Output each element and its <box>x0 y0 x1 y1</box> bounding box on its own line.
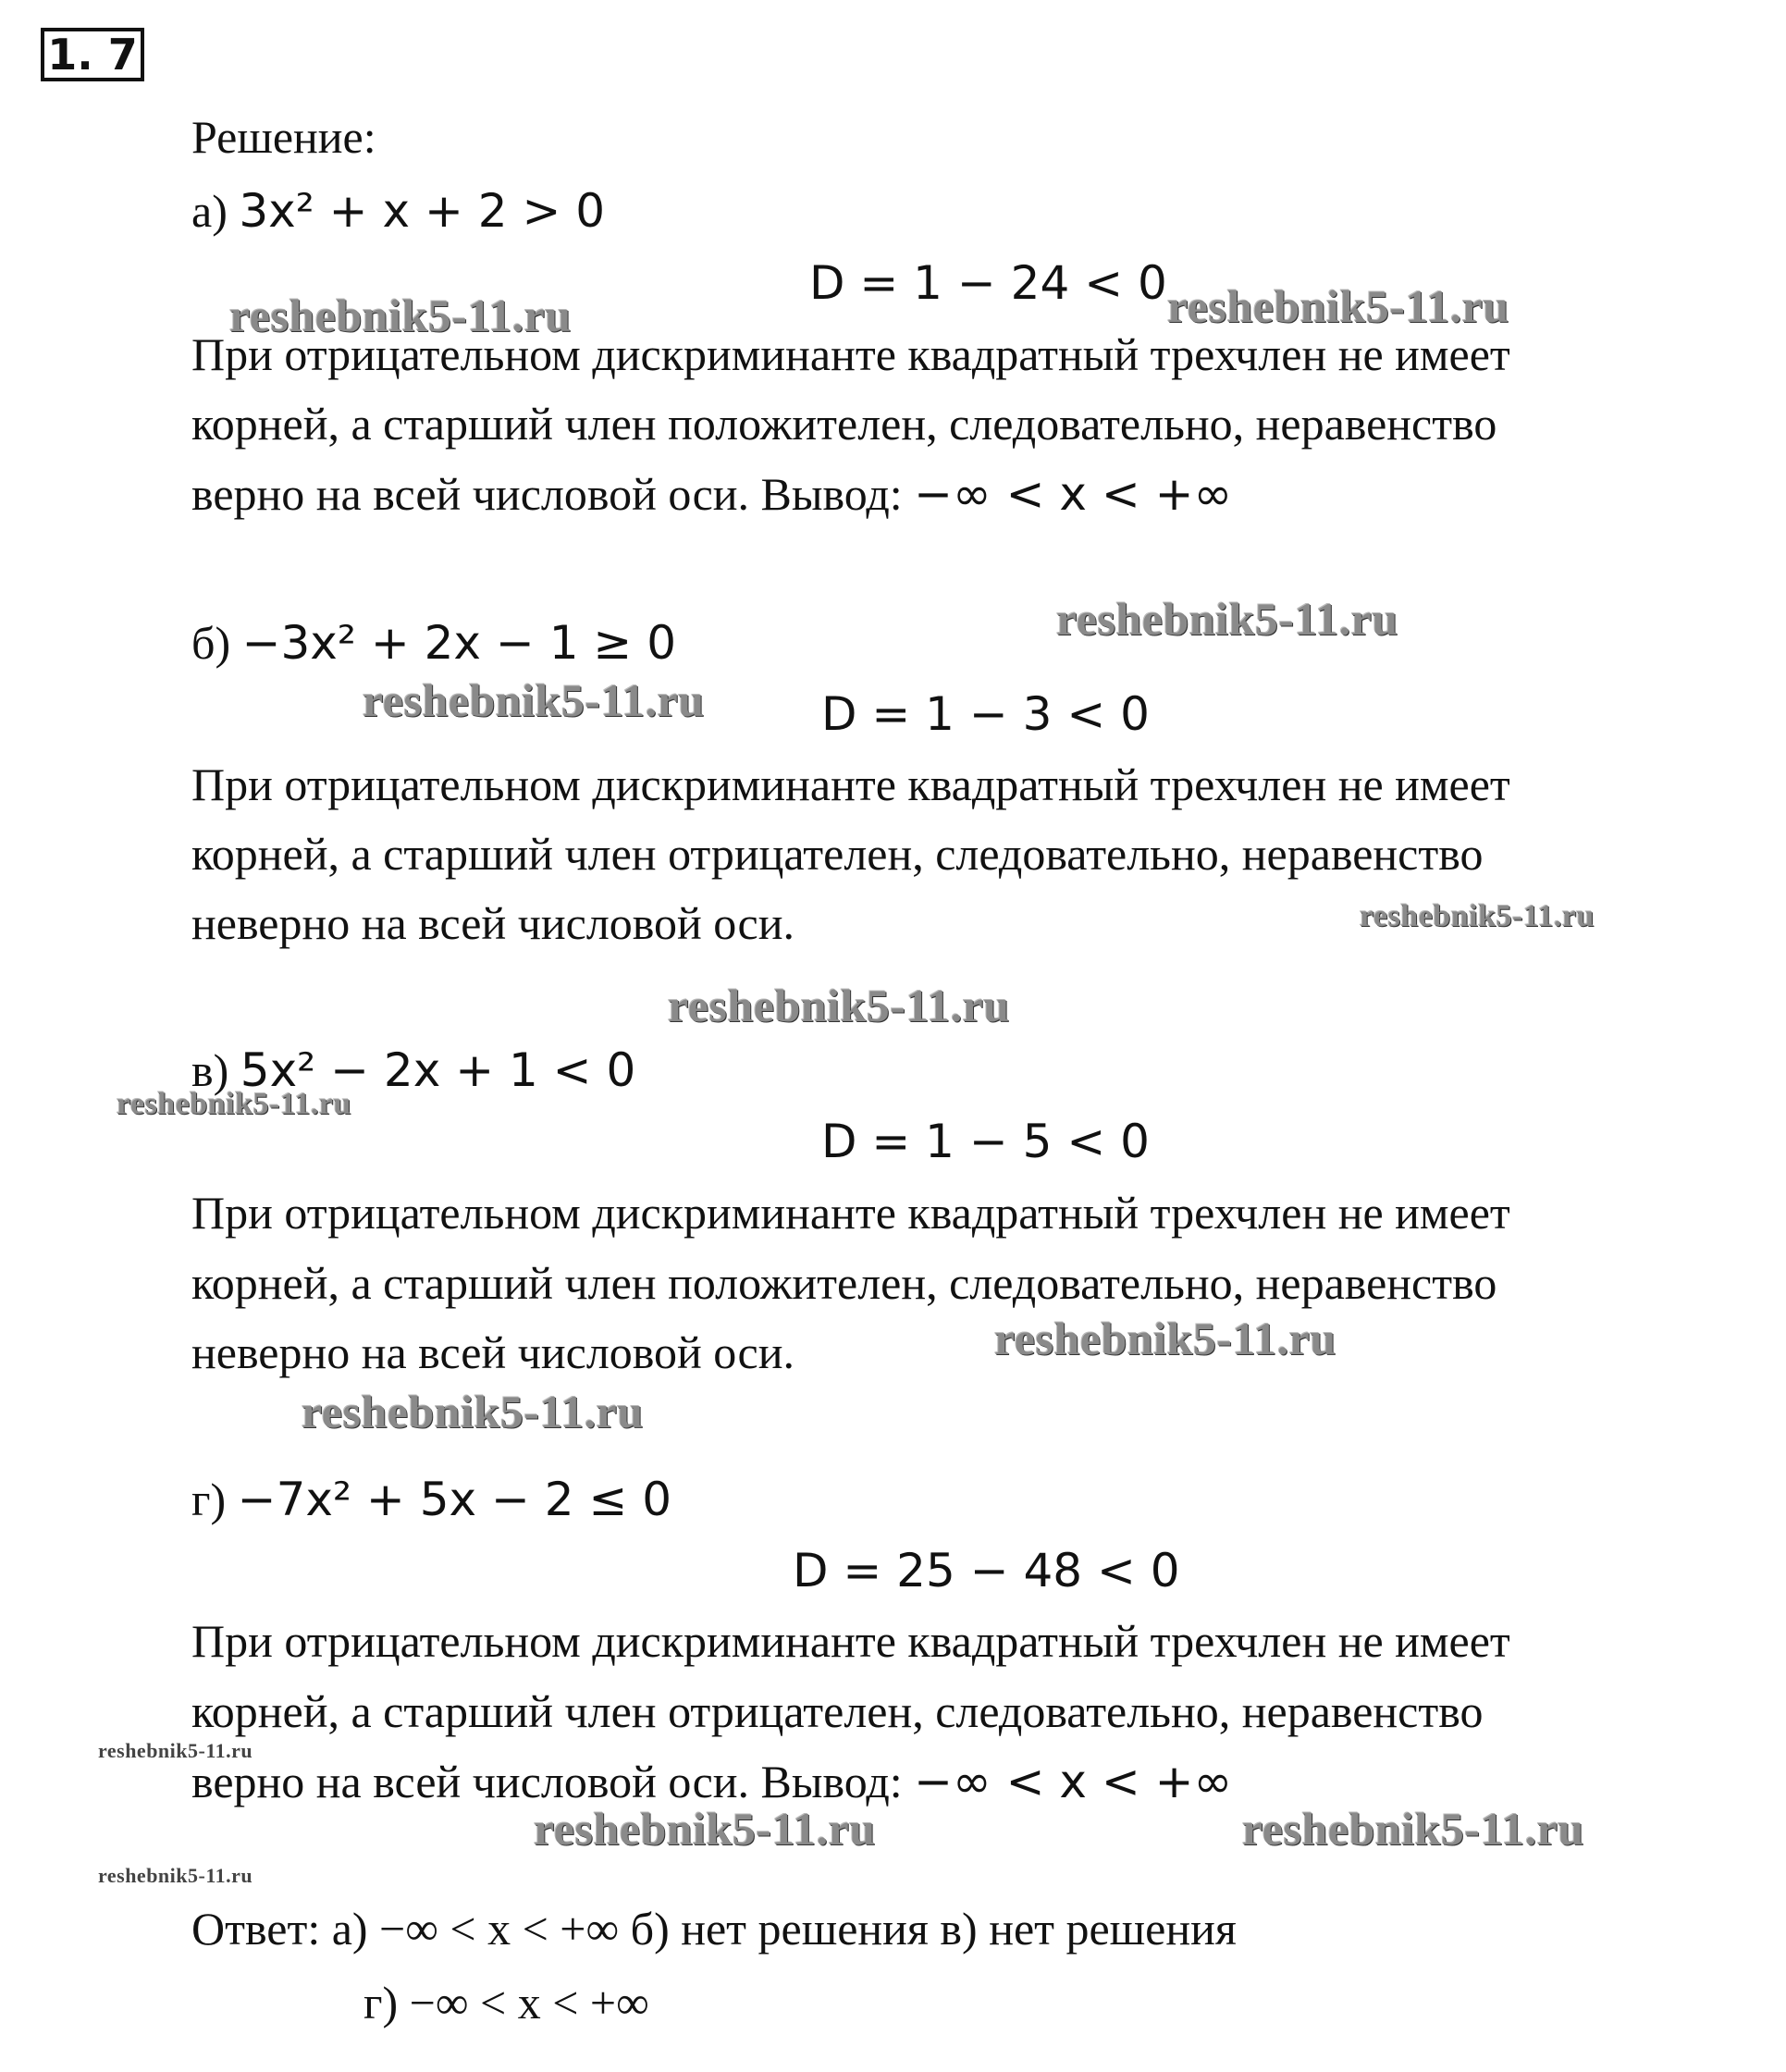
problem-number: 1. 7 <box>41 28 144 81</box>
part-b-text-2: корней, а старший член отрицателен, следовательно, неравенство <box>191 828 1484 880</box>
watermark: reshebnik5-11.ru <box>1167 280 1509 332</box>
watermark: reshebnik5-11.ru <box>117 1087 351 1121</box>
answer-label: Ответ: <box>191 1903 332 1955</box>
part-b-discriminant: D = 1 − 3 < 0 <box>821 687 1150 741</box>
part-a-conclusion: −∞ < x < +∞ <box>914 467 1233 521</box>
heading: Решение: <box>191 111 376 163</box>
part-a-text-3 <box>191 466 1232 522</box>
part-b-text-3: неверно на всей числовой оси. <box>191 897 795 949</box>
part-d-inequality <box>191 1472 671 1527</box>
watermark: reshebnik5-11.ru <box>229 290 572 341</box>
part-a-inequality <box>191 183 605 239</box>
part-d-label: г) <box>191 1474 238 1525</box>
answer-line-2: г) −∞ < x < +∞ <box>363 1977 649 2029</box>
part-c-label: в) <box>191 1044 240 1096</box>
part-b-text-1: При отрицательном дискриминанте квадратный трехчлен не имеет <box>191 758 1510 810</box>
part-d-text-3-words: верно на всей числовой оси. Вывод: <box>191 1756 915 1807</box>
part-c-text-1: При отрицательном дискриминанте квадратный трехчлен не имеет <box>191 1187 1510 1239</box>
watermark: reshebnik5-11.ru <box>994 1313 1336 1364</box>
watermark: reshebnik5-11.ru <box>534 1803 876 1855</box>
watermark: reshebnik5-11.ru <box>1242 1803 1584 1855</box>
part-a-text-2: корней, а старший член положителен, следовательно, неравенство <box>191 398 1497 450</box>
watermark: reshebnik5-11.ru <box>1056 593 1398 645</box>
part-a-text-1: При отрицательном дискриминанте квадратный трехчлен не имеет <box>191 328 1510 380</box>
watermark: reshebnik5-11.ru <box>302 1386 644 1437</box>
watermark: reshebnik5-11.ru <box>668 980 1010 1031</box>
watermark: reshebnik5-11.ru <box>98 1739 253 1762</box>
part-c-text-3: неверно на всей числовой оси. <box>191 1326 795 1378</box>
answer-values: а) −∞ < x < +∞ б) нет решения в) нет решения <box>331 1903 1237 1955</box>
part-b-inequality <box>191 615 676 671</box>
part-a-text-3-words: верно на всей числовой оси. Вывод: <box>191 468 915 520</box>
part-a-discriminant: D = 1 − 24 < 0 <box>809 256 1167 310</box>
part-d-expression: −7x² + 5x − 2 ≤ 0 <box>237 1473 672 1526</box>
part-c-expression: 5x² − 2x + 1 < 0 <box>240 1043 636 1097</box>
part-d-text-2: корней, а старший член отрицателен, следовательно, неравенство <box>191 1685 1484 1737</box>
part-a-label: а) <box>191 185 240 237</box>
part-b-expression: −3x² + 2x − 1 ≥ 0 <box>241 616 677 670</box>
part-d-conclusion: −∞ < x < +∞ <box>914 1755 1233 1808</box>
watermark: reshebnik5-11.ru <box>1360 899 1595 933</box>
part-c-text-2: корней, а старший член положителен, следовательно, неравенство <box>191 1257 1497 1309</box>
watermark: reshebnik5-11.ru <box>363 674 705 726</box>
part-a-expression: 3x² + x + 2 > 0 <box>239 184 606 238</box>
part-d-text-3 <box>191 1754 1232 1809</box>
part-c-discriminant: D = 1 − 5 < 0 <box>821 1115 1150 1168</box>
answer-line-1 <box>191 1901 1237 1956</box>
part-d-text-1: При отрицательном дискриминанте квадратный трехчлен не имеет <box>191 1615 1510 1667</box>
part-d-discriminant: D = 25 − 48 < 0 <box>793 1544 1180 1597</box>
watermark: reshebnik5-11.ru <box>98 1864 253 1887</box>
part-b-label: б) <box>191 617 242 669</box>
